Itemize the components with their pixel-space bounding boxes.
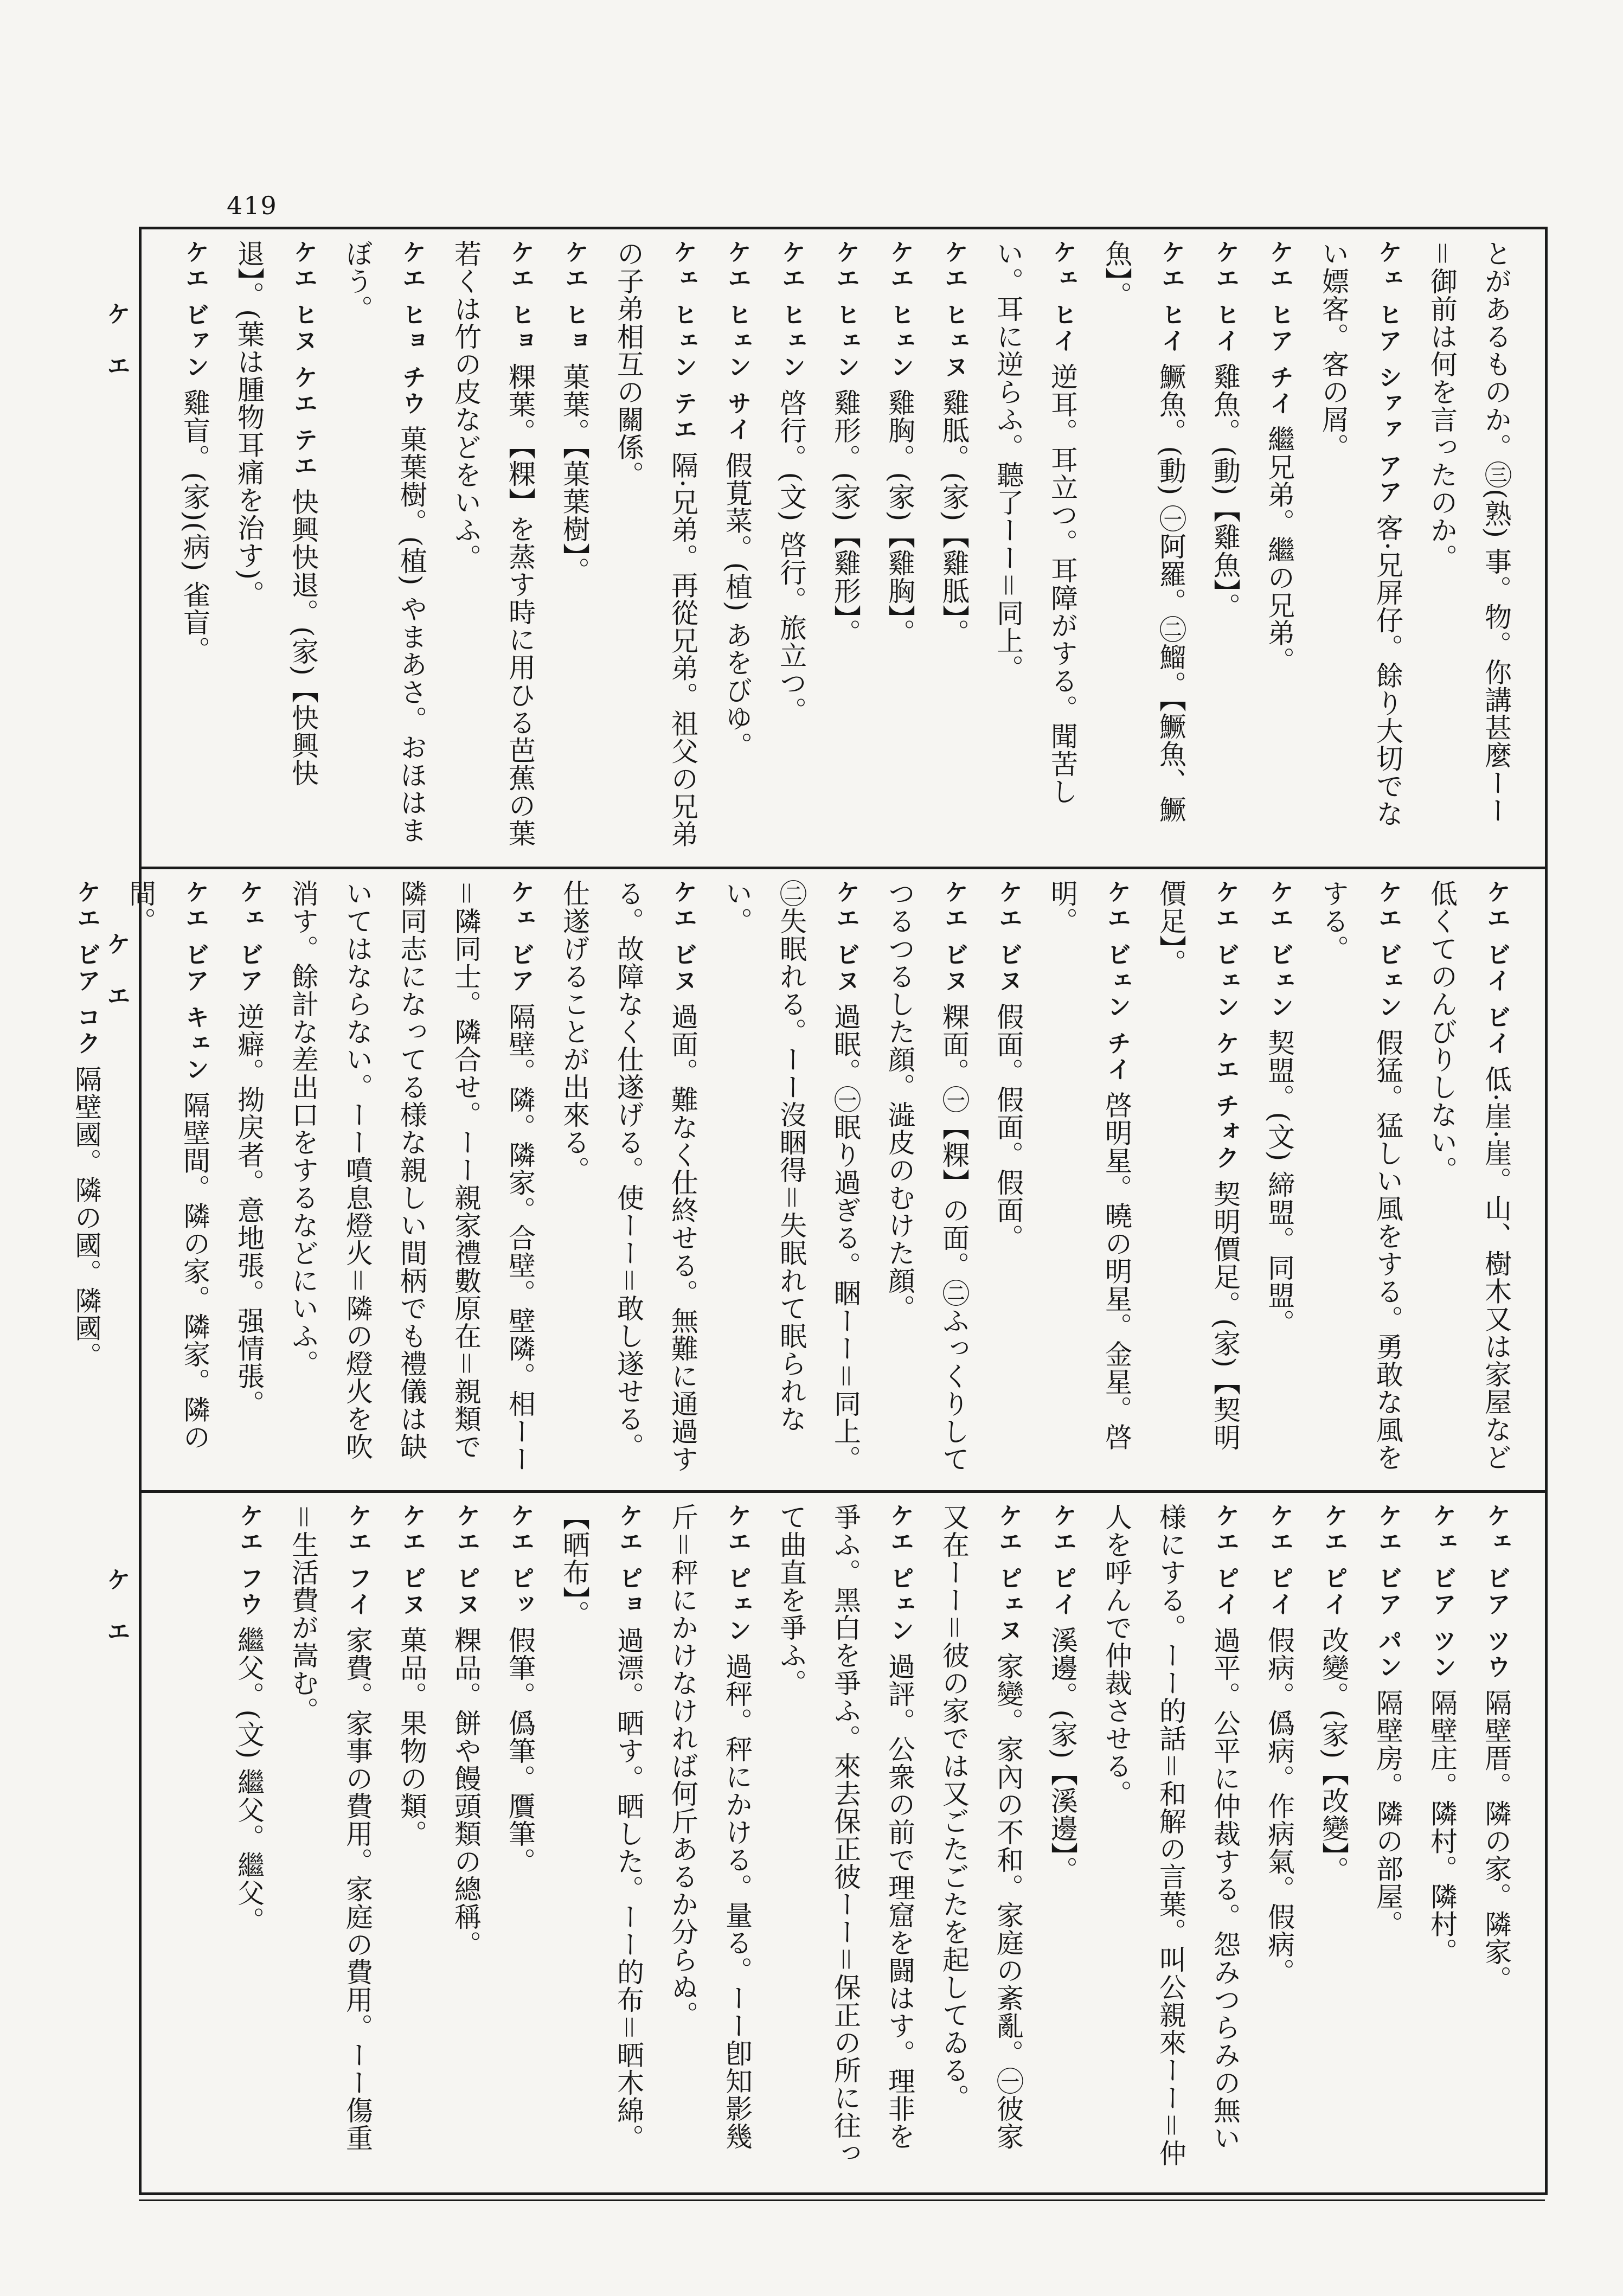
dictionary-entry bbox=[384, 1503, 439, 2177]
entry-reading: ケエ ビァン bbox=[181, 240, 209, 381]
entry-definition: 隔壁庄。隣村。隣村。 bbox=[1426, 1689, 1458, 1966]
entry-reading: ケエ ヒェン bbox=[778, 240, 805, 381]
dictionary-block-3 bbox=[139, 1490, 1545, 2190]
entry-reading: ケエ ピヌ bbox=[398, 1503, 426, 1618]
entry-reading: ケエ ヒェン サイ bbox=[723, 240, 751, 443]
dictionary-entry bbox=[1035, 1503, 1089, 2177]
dictionary-entry bbox=[1252, 240, 1306, 854]
entry-reading: ケエ ピッ bbox=[506, 1503, 534, 1618]
dictionary-entry bbox=[59, 880, 113, 1477]
entry-definition: 契盟。(文) 締盟。同盟。 bbox=[1263, 1029, 1295, 1337]
entry-reading: ケエ フイ bbox=[344, 1503, 371, 1618]
entry-reading: ケエ ビア パン bbox=[1374, 1503, 1402, 1681]
dictionary-entry bbox=[764, 1503, 927, 2177]
entry-reading: ケエ ピイ bbox=[1049, 1503, 1076, 1618]
entry-definition: 雞魚。(動)【雞魚】。 bbox=[1209, 363, 1241, 621]
entry-definition: 隔壁國。隣の國。隣國。 bbox=[70, 1065, 102, 1370]
entry-definition: 雞胝。(家)【雞胝】。 bbox=[938, 389, 970, 647]
entry-definition: 菓葉樹。(植) やまあさ。おほはまぼう。 bbox=[342, 240, 427, 844]
entry-definition: とがあるものか。㊂(熟) 事。物。你講甚麼ーー ＝御前は何を言ったのか。 bbox=[1426, 240, 1512, 824]
entry-reading: ケエ ヒョ bbox=[506, 240, 534, 355]
entry-reading: ケエ ヒェヌ bbox=[940, 240, 968, 381]
entry-reading: ケェ ヒェン テエ bbox=[669, 240, 697, 443]
entry-reading: ケェ ヒア シァァ アア bbox=[1374, 240, 1402, 505]
dictionary-entry bbox=[981, 880, 1035, 1477]
entry-reading: ケエ ビヌ bbox=[832, 880, 859, 995]
dictionary-entry bbox=[656, 1503, 764, 2177]
entry-definition: 粿面。㊀【粿】の面。㊁ふっくりしてつるつるした顔。澁皮のむけた顔。 bbox=[884, 880, 970, 1473]
dictionary-entry bbox=[168, 240, 222, 854]
entry-definition: 逆耳。耳立つ。耳障がする。聞苦しい。耳に逆らふ。聽了ーー＝同上。 bbox=[992, 240, 1078, 806]
dictionary-entry bbox=[330, 240, 439, 854]
entry-definition: 隔壁間。隣の家。隣家。隣の間。 bbox=[125, 880, 210, 1451]
dictionary-entry bbox=[1469, 1503, 1523, 2177]
entry-reading: ケエ ビェン bbox=[1266, 880, 1293, 1021]
dictionary-entry bbox=[1089, 1503, 1252, 2177]
entry-reading: ケエ ビヌ bbox=[995, 880, 1022, 995]
entry-reading: ケエ ビェン チイ bbox=[1103, 880, 1131, 1083]
entry-reading: ケェ ビア ツン bbox=[1428, 1503, 1456, 1681]
dictionary-entry bbox=[1198, 240, 1252, 854]
dictionary-entry bbox=[1306, 240, 1415, 854]
dictionary-entry bbox=[222, 880, 276, 1477]
entry-reading: ケエ ピェン bbox=[886, 1503, 914, 1644]
entry-reading: ケエ フウ bbox=[235, 1503, 263, 1618]
entry-definition: 客·兄屏仔。餘り大切でない嫖客。客の屑。 bbox=[1318, 240, 1403, 828]
dictionary-entry bbox=[873, 240, 927, 854]
side-label: ケ エ bbox=[102, 1567, 130, 1653]
dictionary-entry bbox=[710, 240, 764, 854]
dictionary-entry bbox=[547, 240, 601, 854]
page-number: 419 bbox=[227, 191, 278, 220]
entry-definition: 契明價足。(家)【契明價足】。 bbox=[1155, 880, 1241, 1451]
entry-definition: 假莧菜。(植) あをびゆ。 bbox=[721, 451, 753, 760]
entry-reading: ケエ ビイ ビイ bbox=[1483, 880, 1510, 1057]
dictionary-entry bbox=[439, 240, 547, 854]
dictionary-entry bbox=[439, 1503, 493, 2177]
entry-reading: ケェ ビア bbox=[235, 880, 263, 995]
dictionary-entry bbox=[764, 240, 818, 854]
entry-reading: ケエ ピイ bbox=[1320, 1503, 1348, 1618]
dictionary-entry bbox=[1415, 1503, 1469, 2177]
entry-definition: 雞盲。(家)(病) 雀盲。 bbox=[179, 389, 210, 664]
dictionary-entry bbox=[1252, 1503, 1306, 2177]
entry-definition: 隔壁房。隣の部屋。 bbox=[1372, 1689, 1403, 1938]
entry-reading: ケエ ヒェン bbox=[832, 240, 859, 381]
entry-definition: 快興快退。(家)【快興快退】。(葉は腫物耳痛を治す)。 bbox=[233, 240, 319, 787]
entry-list bbox=[70, 880, 1523, 1477]
dictionary-entry bbox=[276, 880, 547, 1477]
dictionary-entry bbox=[601, 240, 710, 854]
entry-reading: ケエ ビヌ bbox=[940, 880, 968, 995]
entry-definition: 假病。僞病。作病氣。假病。 bbox=[1263, 1626, 1295, 1986]
dictionary-entry bbox=[222, 240, 330, 854]
entry-reading: ケエ ビア キェン bbox=[181, 880, 209, 1083]
entry-reading: ケエ ヒョ bbox=[561, 240, 588, 355]
entry-definition: 菓品。果物の類。 bbox=[396, 1626, 427, 1848]
dictionary-entry bbox=[1306, 1503, 1361, 2177]
entry-definition: 假猛。猛しい風をする。勇敢な風をする。 bbox=[1318, 880, 1403, 1472]
entry-reading: ケェ ビア bbox=[506, 880, 534, 995]
dictionary-entry bbox=[1306, 880, 1415, 1477]
entry-definition: 鱖魚。(動) ㊀阿羅。㊁鰡。【鱖魚、鱖魚】。 bbox=[1101, 240, 1186, 824]
entry-definition: 過評。公衆の前で理窟を闘はす。理非を爭ふ。黑白を爭ふ。來去保正彼ーー＝保正の所に往って曲直を爭ふ。 bbox=[775, 1503, 915, 2167]
entry-reading: ケエ ヒイ bbox=[1157, 240, 1185, 355]
dictionary-entry bbox=[710, 880, 873, 1477]
entry-reading: ケエ ピェヌ bbox=[995, 1503, 1022, 1644]
entry-definition: 啓明星。曉の明星。金星。啓明。 bbox=[1047, 880, 1132, 1451]
entry-definition: 雞形。(家)【雞形】。 bbox=[830, 389, 861, 647]
entry-definition: 粿品。餅や饅頭類の總稱。 bbox=[450, 1626, 482, 1959]
dictionary-entry bbox=[1415, 880, 1523, 1477]
entry-reading: ケエ ヒイ bbox=[1211, 240, 1239, 355]
entry-reading: ケエ ヒヌ ケエ テエ bbox=[290, 240, 317, 479]
entry-reading: ケエ ピヌ bbox=[452, 1503, 480, 1618]
dictionary-entry bbox=[873, 880, 981, 1477]
entry-definition: 過眠。㊀眠り過ぎる。睏ーー＝同上。㊁失眠れる。ーー沒睏得＝失眠れて眠られない。 bbox=[721, 880, 861, 1473]
entry-definition: 過秤。秤にかける。量る。ーー卽知影幾斤＝秤にかけなければ何斤あるか分らぬ。 bbox=[667, 1503, 753, 2151]
entry-reading: ケエ ヒョ チウ bbox=[398, 240, 426, 417]
dictionary-block-1 bbox=[139, 227, 1545, 867]
entry-reading: ケエ ピイ bbox=[1211, 1503, 1239, 1618]
entry-definition: 家費。家事の費用。家庭の費用。ーー傷重＝生活費が嵩む。 bbox=[287, 1503, 373, 2152]
entry-reading: ケエ ヒア チイ bbox=[1266, 240, 1293, 417]
dictionary-entry bbox=[818, 240, 873, 854]
dictionary-entry bbox=[1415, 240, 1523, 854]
bottom-rule bbox=[139, 2199, 1545, 2201]
dictionary-entry bbox=[1035, 880, 1144, 1477]
entry-definition: 過面。難なく仕終せる。無難に通過する。故障なく仕遂げる。使ーー＝敢し遂せる。仕遂げることが出來る。 bbox=[559, 880, 698, 1473]
dictionary-entry bbox=[222, 1503, 276, 2177]
entry-definition: 假筆。僞筆。贋筆。 bbox=[504, 1626, 536, 1876]
entry-reading: ケエ ビェン bbox=[1374, 880, 1402, 1021]
entry-definition: 過漂。晒す。晒した。ーー的布＝晒木綿。【晒布】。 bbox=[559, 1503, 644, 2152]
entry-list bbox=[161, 240, 1523, 854]
dictionary-entry bbox=[1144, 880, 1252, 1477]
entry-reading: ケエ ビヌ bbox=[669, 880, 697, 995]
dictionary-entry bbox=[547, 1503, 656, 2177]
entry-definition: 粿葉。【粿】を蒸す時に用ひる芭蕉の葉若くは竹の皮などをいふ。 bbox=[450, 240, 536, 848]
entry-definition: 雞胸。(家)【雞胸】。 bbox=[884, 389, 915, 647]
entry-reading: ケエ ビア コク bbox=[73, 880, 100, 1057]
entry-reading: ケエ ピェン bbox=[723, 1503, 751, 1644]
entry-definition: 溪邊。(家)【溪邊】。 bbox=[1047, 1626, 1078, 1884]
dictionary-entry bbox=[1252, 880, 1306, 1477]
side-label: ケ エ bbox=[102, 302, 130, 387]
entry-definition: 隔·兄弟。再從兄弟。祖父の兄弟の子弟相互の關係。 bbox=[613, 240, 698, 848]
entry-reading: ケエ ピョ bbox=[615, 1503, 643, 1618]
entry-reading: ケエ ビェン ケエ チォク bbox=[1211, 880, 1239, 1171]
entry-definition: 家變。家內の不和。家庭の紊亂。㊀彼家又在ーー＝彼の家では又ごたごたを起してゐる。 bbox=[938, 1503, 1024, 2151]
entry-reading: ケェ ヒイ bbox=[1049, 240, 1076, 355]
side-label: ケ エ bbox=[102, 932, 130, 1017]
entry-definition: 低·崖·崖。山、樹木又は家屋など低くてのんびりしない。 bbox=[1426, 880, 1512, 1471]
entry-definition: 啓行。(文) 啓行。旅立つ。 bbox=[775, 389, 807, 725]
dictionary-entry bbox=[1361, 1503, 1415, 2177]
entry-definition: 繼兄弟。繼の兄弟。 bbox=[1263, 425, 1295, 675]
dictionary-entry bbox=[927, 1503, 1035, 2177]
entry-reading: ケエ ピイ bbox=[1266, 1503, 1293, 1618]
entry-definition: 隔壁厝。隣の家。隣家。 bbox=[1480, 1689, 1512, 1993]
entry-reading: ケェ ビア ツウ bbox=[1483, 1503, 1510, 1681]
entry-definition: 過平。公平に仲裁する。怨みつらみの無い様にする。ーー的話＝和解の言葉。叫公親來ーー＝仲人を呼んで仲裁させる。 bbox=[1101, 1503, 1241, 2167]
dictionary-entry bbox=[276, 1503, 384, 2177]
entry-reading: ケエ ヒェン bbox=[886, 240, 914, 381]
entry-definition: 繼父。(文) 繼父。繼父。 bbox=[233, 1626, 265, 1935]
entry-definition: 改變。(家)【改變】。 bbox=[1318, 1626, 1349, 1884]
entry-list bbox=[161, 1503, 1523, 2177]
dictionary-entry bbox=[1089, 240, 1198, 854]
dictionary-entry bbox=[547, 880, 710, 1477]
dictionary-entry bbox=[113, 880, 222, 1477]
dictionary-entry bbox=[493, 1503, 547, 2177]
entry-definition: 假面。假面。假面。 bbox=[992, 1003, 1024, 1252]
dictionary-entry bbox=[927, 240, 981, 854]
entry-definition: 隔壁。隣。隣家。合壁。壁隣。相ーー＝隣同士。隣合せ。ーー親家禮數原在＝親類で隣同志になってる様な親しい間柄でも禮儀は缺いてはならない。ーー噴息燈火＝隣の燈火を吹消す。餘計な差出口をするなどにいふ。 bbox=[287, 880, 536, 1473]
dictionary-block-2 bbox=[70, 867, 1545, 1490]
entry-definition: 逆癖。拗戻者。意地張。强情張。 bbox=[233, 1003, 265, 1418]
entry-definition: 菓葉。【菓葉樹】。 bbox=[559, 363, 590, 585]
dictionary-entry bbox=[981, 240, 1089, 854]
